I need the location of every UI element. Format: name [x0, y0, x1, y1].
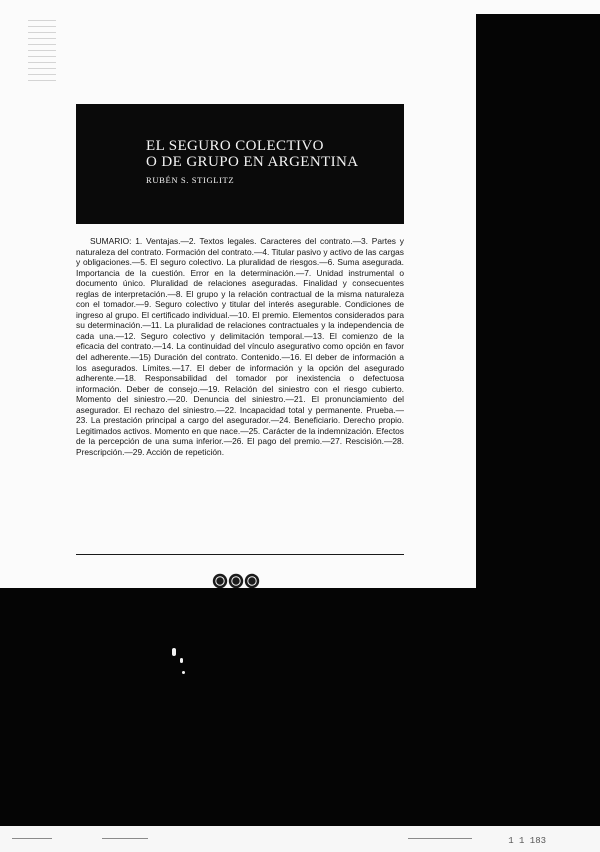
scan-dark-bottom-area	[0, 588, 600, 826]
scan-speck	[182, 671, 185, 674]
scan-bottom-band	[0, 826, 600, 852]
title-block	[76, 104, 404, 224]
scan-speck	[172, 648, 176, 656]
summary-paragraph: SUMARIO: 1. Ventajas.—2. Textos legales. Caracteres del contrato.—3. Partes y naturaleza del contrato. Formación del contrato.—4. Titular pasivo y activo de las cargas y obligaciones.—5. El seguro colectivo. La pluralidad de riesgos.—6. Suma asegurada. Importancia de la cuestión. Error en la determinación.—7. Unidad instrumental o documento único. Pluralidad de relaciones aseguradas. Finalidad y consecuentes reglas de interpretación.—8. El grupo y la relación contractual de la misma naturaleza con el tomador.—9. Seguro colectivo y titular del interés asegurable. Condiciones de ingreso al grupo. El certificado individual.—10. El premio. Elementos considerados para su determinación.—11. La pluralidad de relaciones contractuales y la independencia de cada una.—12. Seguro colectivo y delimitación temporal.—13. El comienzo de la eficacia del contrato.—14. La continuidad del vínculo asegurativo como opción en favor del adherente.—15) Duración del contrato. Contenido.—16. El deber de información a los asegurados. Límites.—17. El deber de información y la opción del asegurado adherente.—18. Responsabilidad del tomador por inexistencia o defectuosa información. Deber de consejo.—19. Relación del siniestro con el riesgo cubierto. Momento del siniestro.—20. Denuncia del siniestro.—21. El pronunciamiento del asegurador. El rechazo del siniestro.—22. Incapacidad total y permanente. Prueba.—23. La prestación principal a cargo del asegurador.—24. Beneficiario. Derecho propio. Legitimados activos. Momento en que nace.—25. Carácter de la indemnización. Efectos de la percepción de una suma inferior.—26. El pago del premio.—27. Rescisión.—28. Prescripción.—29. Acción de repetición.	[76, 236, 404, 457]
scan-speck	[180, 658, 183, 663]
footer-dash	[12, 838, 52, 839]
article-author: RUBÉN S. STIGLITZ	[146, 175, 235, 185]
footer-dash	[102, 838, 148, 839]
footer-dash	[408, 838, 472, 839]
publisher-seal-icon	[212, 573, 260, 589]
footer-code: 1 1 183	[508, 836, 546, 846]
scan-margin-marks	[28, 20, 56, 86]
scan-dark-edge-right	[476, 14, 600, 588]
horizontal-rule	[76, 554, 404, 555]
article-title: EL SEGURO COLECTIVO O DE GRUPO EN ARGENTINA	[146, 138, 359, 170]
